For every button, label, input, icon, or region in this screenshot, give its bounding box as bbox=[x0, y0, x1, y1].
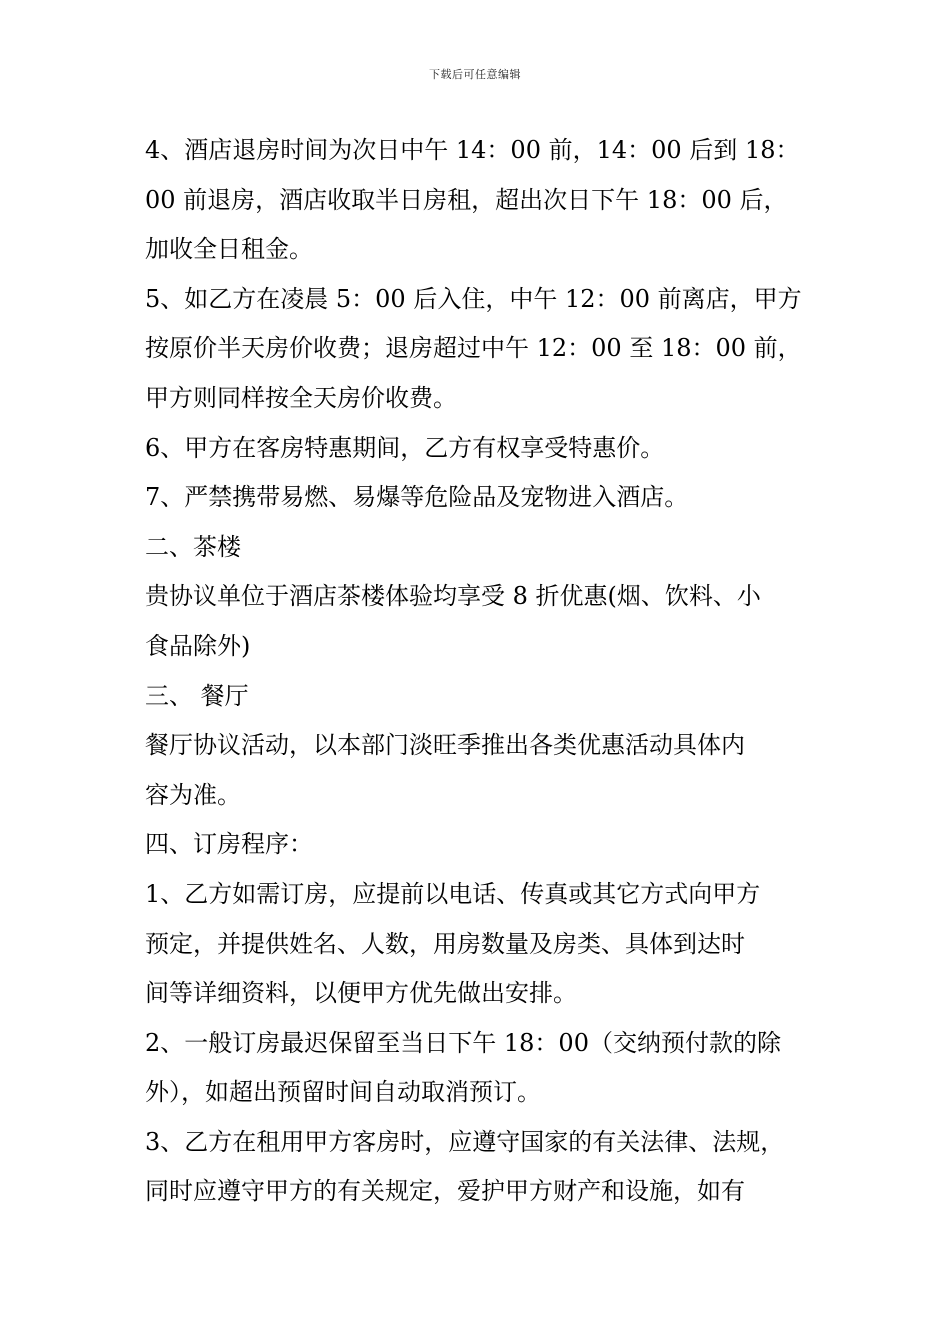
text-line: 外），如超出预留时间自动取消预订。 bbox=[145, 1078, 541, 1107]
text-line: 餐厅协议活动，以本部门淡旺季推出各类优惠活动具体内 bbox=[145, 731, 745, 760]
text-line: 2、一般订房最迟保留至当日下午 18：00（交纳预付款的除 bbox=[145, 1028, 781, 1057]
text-line: 按原价半天房价收费；退房超过中午 12：00 至 18：00 前， bbox=[145, 334, 802, 363]
text-line: 6、甲方在客房特惠期间，乙方有权享受特惠价。 bbox=[145, 433, 665, 462]
text-line: 容为准。 bbox=[145, 780, 241, 809]
section-heading: 四、订房程序： bbox=[145, 830, 313, 859]
section-heading: 二、茶楼 bbox=[145, 532, 241, 561]
text-line: 4、酒店退房时间为次日中午 14：00 前，14：00 后到 18： bbox=[145, 136, 800, 164]
section-heading: 三、 餐厅 bbox=[145, 681, 249, 710]
text-line: 加收全日租金。 bbox=[145, 235, 313, 264]
text-line: 5、如乙方在凌晨 5：00 后入住，中午 12：00 前离店，甲方 bbox=[145, 284, 802, 313]
text-line: 同时应遵守甲方的有关规定，爱护甲方财产和设施，如有 bbox=[145, 1177, 745, 1206]
text-line: 间等详细资料，以便甲方优先做出安排。 bbox=[145, 979, 577, 1008]
text-line: 00 前退房，酒店收取半日房租，超出次日下午 18：00 后， bbox=[145, 185, 788, 214]
text-line: 贵协议单位于酒店茶楼体验均享受 8 折优惠(烟、饮料、小 bbox=[145, 582, 761, 611]
text-line: 甲方则同样按全天房价收费。 bbox=[145, 383, 457, 412]
text-line: 1、乙方如需订房，应提前以电话、传真或其它方式向甲方 bbox=[145, 879, 761, 908]
text-line: 7、严禁携带易燃、易爆等危险品及宠物进入酒店。 bbox=[145, 483, 689, 512]
text-line: 预定，并提供姓名、人数，用房数量及房类、具体到达时 bbox=[145, 929, 745, 958]
header-note: 下载后可任意编辑 bbox=[429, 68, 521, 81]
text-line: 3、乙方在租用甲方客房时，应遵守国家的有关法律、法规， bbox=[145, 1127, 785, 1156]
document-body bbox=[145, 126, 825, 1217]
text-line: 食品除外) bbox=[145, 631, 251, 660]
